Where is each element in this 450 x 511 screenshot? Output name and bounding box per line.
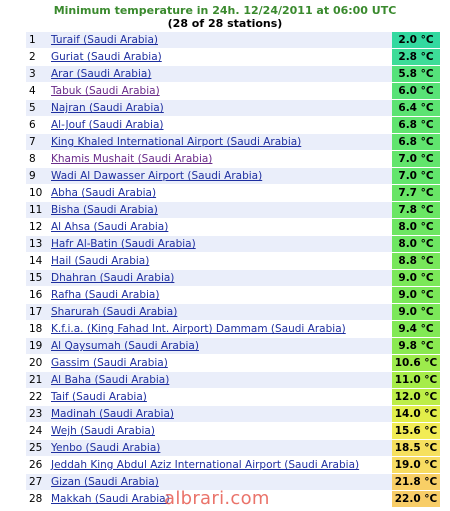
temperature-cell: 6.8 °C xyxy=(392,117,440,133)
station-link[interactable]: Madinah (Saudi Arabia) xyxy=(51,408,174,420)
temperature-cell: 9.0 °C xyxy=(392,270,440,286)
station-name-cell xyxy=(49,202,392,218)
table-row xyxy=(26,457,440,473)
station-rank: 20 xyxy=(26,355,49,371)
stations-table-body xyxy=(26,32,440,507)
temperature-cell: 9.4 °C xyxy=(392,321,440,337)
station-link[interactable]: Najran (Saudi Arabia) xyxy=(51,102,164,114)
station-link[interactable]: Abha (Saudi Arabia) xyxy=(51,187,157,199)
station-link[interactable]: Hail (Saudi Arabia) xyxy=(51,255,150,267)
temperature-cell: 7.7 °C xyxy=(392,185,440,201)
temperature-cell: 7.8 °C xyxy=(392,202,440,218)
temperature-cell: 6.8 °C xyxy=(392,134,440,150)
station-rank: 24 xyxy=(26,423,49,439)
station-name-cell xyxy=(49,457,392,473)
station-link[interactable]: Al Ahsa (Saudi Arabia) xyxy=(51,221,169,233)
station-rank: 11 xyxy=(26,202,49,218)
station-link[interactable]: King Khaled International Airport (Saudi Arabia) xyxy=(51,136,302,148)
temperature-cell: 9.8 °C xyxy=(392,338,440,354)
temperature-cell: 2.8 °C xyxy=(392,49,440,65)
temperature-cell: 21.8 °C xyxy=(392,474,440,490)
station-rank: 9 xyxy=(26,168,49,184)
table-row xyxy=(26,389,440,405)
temperature-cell: 18.5 °C xyxy=(392,440,440,456)
station-rank: 27 xyxy=(26,474,49,490)
station-link[interactable]: Gassim (Saudi Arabia) xyxy=(51,357,168,369)
station-link[interactable]: Yenbo (Saudi Arabia) xyxy=(51,442,161,454)
station-name-cell xyxy=(49,338,392,354)
temperature-cell: 14.0 °C xyxy=(392,406,440,422)
station-rank: 7 xyxy=(26,134,49,150)
temperature-cell: 5.8 °C xyxy=(392,66,440,82)
station-name-cell xyxy=(49,253,392,269)
table-row xyxy=(26,253,440,269)
station-rank: 17 xyxy=(26,304,49,320)
station-link[interactable]: Turaif (Saudi Arabia) xyxy=(51,34,158,46)
temperature-cell: 6.0 °C xyxy=(392,83,440,99)
station-name-cell xyxy=(49,32,392,48)
station-name-cell xyxy=(49,406,392,422)
station-link[interactable]: Khamis Mushait (Saudi Arabia) xyxy=(51,153,213,165)
station-link[interactable]: K.f.i.a. (King Fahad Int. Airport) Dammam (Saudi Arabia) xyxy=(51,323,346,335)
table-row xyxy=(26,219,440,235)
station-link[interactable]: Makkah (Saudi Arabia) xyxy=(51,493,170,505)
station-name-cell xyxy=(49,168,392,184)
station-rank: 15 xyxy=(26,270,49,286)
table-row xyxy=(26,202,440,218)
table-row xyxy=(26,32,440,48)
table-row xyxy=(26,83,440,99)
temperature-cell: 12.0 °C xyxy=(392,389,440,405)
station-rank: 4 xyxy=(26,83,49,99)
temperature-cell: 9.0 °C xyxy=(392,287,440,303)
station-rank: 18 xyxy=(26,321,49,337)
temperature-cell: 8.0 °C xyxy=(392,219,440,235)
station-link[interactable]: Al Baha (Saudi Arabia) xyxy=(51,374,170,386)
station-name-cell xyxy=(49,423,392,439)
station-name-cell xyxy=(49,440,392,456)
table-row xyxy=(26,134,440,150)
temperature-cell: 9.0 °C xyxy=(392,304,440,320)
station-name-cell xyxy=(49,100,392,116)
table-row xyxy=(26,287,440,303)
stations-table xyxy=(26,31,440,508)
station-name-cell xyxy=(49,304,392,320)
station-link[interactable]: Tabuk (Saudi Arabia) xyxy=(51,85,160,97)
temperature-cell: 10.6 °C xyxy=(392,355,440,371)
station-link[interactable]: Arar (Saudi Arabia) xyxy=(51,68,152,80)
station-name-cell xyxy=(49,355,392,371)
table-row xyxy=(26,355,440,371)
table-row xyxy=(26,304,440,320)
station-rank: 8 xyxy=(26,151,49,167)
table-row xyxy=(26,406,440,422)
station-rank: 28 xyxy=(26,491,49,507)
table-row xyxy=(26,236,440,252)
station-rank: 26 xyxy=(26,457,49,473)
table-row xyxy=(26,151,440,167)
station-name-cell xyxy=(49,372,392,388)
table-row xyxy=(26,185,440,201)
page-header xyxy=(0,0,450,30)
station-name-cell xyxy=(49,270,392,286)
station-link[interactable]: Bisha (Saudi Arabia) xyxy=(51,204,158,216)
station-link[interactable]: Taif (Saudi Arabia) xyxy=(51,391,147,403)
station-name-cell xyxy=(49,151,392,167)
table-row xyxy=(26,372,440,388)
table-row xyxy=(26,321,440,337)
station-rank: 3 xyxy=(26,66,49,82)
temperature-cell: 11.0 °C xyxy=(392,372,440,388)
station-rank: 22 xyxy=(26,389,49,405)
station-rank: 19 xyxy=(26,338,49,354)
temperature-cell: 7.0 °C xyxy=(392,151,440,167)
station-link[interactable]: Gizan (Saudi Arabia) xyxy=(51,476,159,488)
station-count: (28 of 28 stations) xyxy=(167,17,283,30)
station-name-cell xyxy=(49,219,392,235)
table-row xyxy=(26,423,440,439)
table-row xyxy=(26,49,440,65)
station-link[interactable]: Al Qaysumah (Saudi Arabia) xyxy=(51,340,199,352)
temperature-cell: 15.6 °C xyxy=(392,423,440,439)
station-name-cell xyxy=(49,389,392,405)
station-rank: 25 xyxy=(26,440,49,456)
station-rank: 1 xyxy=(26,32,49,48)
station-name-cell xyxy=(49,49,392,65)
temperature-cell: 7.0 °C xyxy=(392,168,440,184)
station-link[interactable]: Al-Jouf (Saudi Arabia) xyxy=(51,119,164,131)
station-name-cell xyxy=(49,287,392,303)
table-row xyxy=(26,168,440,184)
table-row xyxy=(26,117,440,133)
station-link[interactable]: Wadi Al Dawasser Airport (Saudi Arabia) xyxy=(51,170,263,182)
temperature-cell: 6.4 °C xyxy=(392,100,440,116)
station-name-cell xyxy=(49,185,392,201)
station-link[interactable]: Sharurah (Saudi Arabia) xyxy=(51,306,178,318)
table-row xyxy=(26,338,440,354)
table-row xyxy=(26,440,440,456)
station-rank: 23 xyxy=(26,406,49,422)
temperature-cell: 2.0 °C xyxy=(392,32,440,48)
station-link[interactable]: Dhahran (Saudi Arabia) xyxy=(51,272,175,284)
table-row xyxy=(26,66,440,82)
station-name-cell xyxy=(49,321,392,337)
station-link[interactable]: Hafr Al-Batin (Saudi Arabia) xyxy=(51,238,196,250)
station-link[interactable]: Wejh (Saudi Arabia) xyxy=(51,425,155,437)
station-rank: 16 xyxy=(26,287,49,303)
temperature-cell: 22.0 °C xyxy=(392,491,440,507)
station-link[interactable]: Guriat (Saudi Arabia) xyxy=(51,51,162,63)
station-rank: 5 xyxy=(26,100,49,116)
station-name-cell xyxy=(49,134,392,150)
station-name-cell xyxy=(49,117,392,133)
temperature-cell: 8.8 °C xyxy=(392,253,440,269)
page-title: Minimum temperature in 24h. 12/24/2011 at 06:00 UTC xyxy=(53,4,397,17)
station-name-cell xyxy=(49,66,392,82)
watermark: albrari.com xyxy=(164,488,270,509)
station-rank: 2 xyxy=(26,49,49,65)
station-rank: 14 xyxy=(26,253,49,269)
station-rank: 13 xyxy=(26,236,49,252)
station-link[interactable]: Jeddah King Abdul Aziz International Airport (Saudi Arabia) xyxy=(51,459,360,471)
station-rank: 6 xyxy=(26,117,49,133)
temperature-cell: 8.0 °C xyxy=(392,236,440,252)
table-row xyxy=(26,270,440,286)
station-name-cell xyxy=(49,236,392,252)
station-rank: 21 xyxy=(26,372,49,388)
station-rank: 10 xyxy=(26,185,49,201)
temperature-cell: 19.0 °C xyxy=(392,457,440,473)
station-link[interactable]: Rafha (Saudi Arabia) xyxy=(51,289,160,301)
table-row xyxy=(26,100,440,116)
station-rank: 12 xyxy=(26,219,49,235)
station-name-cell xyxy=(49,83,392,99)
